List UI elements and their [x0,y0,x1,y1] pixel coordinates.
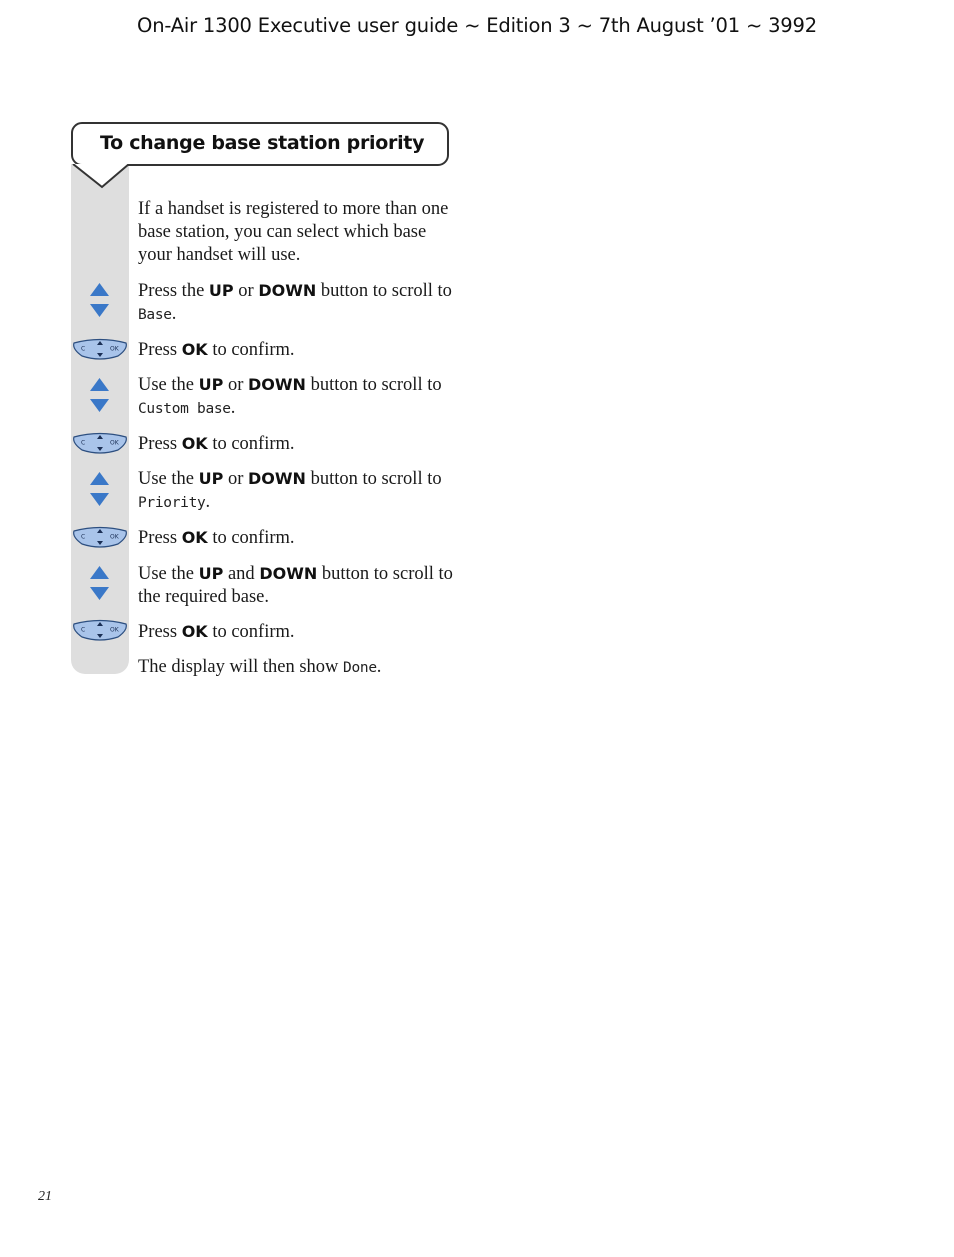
up-down-arrows-icon [90,283,109,317]
ok-icon-c-label: C [81,626,86,634]
up-down-arrows-icon [90,378,109,412]
step-6-text: Press OK to confirm. [138,528,295,548]
ok-icon-ok-label: OK [110,345,119,353]
ok-icon-c-label: C [81,345,86,353]
closing-text: The display will then show Done. [138,657,382,677]
step-4-text: Press OK to confirm. [138,434,295,454]
ok-button-icon [72,432,128,454]
step-5-text: Use the UP or DOWN button to scroll to Priority. [138,469,442,512]
page-number: 21 [38,1189,52,1204]
ok-icon-c-label: C [81,439,86,447]
ok-icon-ok-label: OK [110,626,119,634]
ok-icon-c-label: C [81,533,86,541]
title-box-pointer [71,164,131,190]
document-header: On-Air 1300 Executive user guide ~ Edition 3 ~ 7th August ’01 ~ 3992 [137,14,817,37]
step-2-text: Press OK to confirm. [138,340,295,360]
ok-button-icon [72,619,128,641]
step-1-text: Press the UP or DOWN button to scroll to Base. [138,281,452,324]
ok-icon-ok-label: OK [110,439,119,447]
step-7-text: Use the UP and DOWN button to scroll to the required base. [138,564,453,607]
up-down-arrows-icon [90,472,109,506]
ok-button-icon [72,526,128,548]
step-3-text: Use the UP or DOWN button to scroll to Custom base. [138,375,442,418]
step-8-text: Press OK to confirm. [138,622,295,642]
ok-button-icon [72,338,128,360]
ok-icon-ok-label: OK [110,533,119,541]
section-title: To change base station priority [100,132,425,154]
up-down-arrows-icon [90,566,109,600]
intro-paragraph: If a handset is registered to more than one base station, you can select which base your handset will use. [138,199,449,265]
